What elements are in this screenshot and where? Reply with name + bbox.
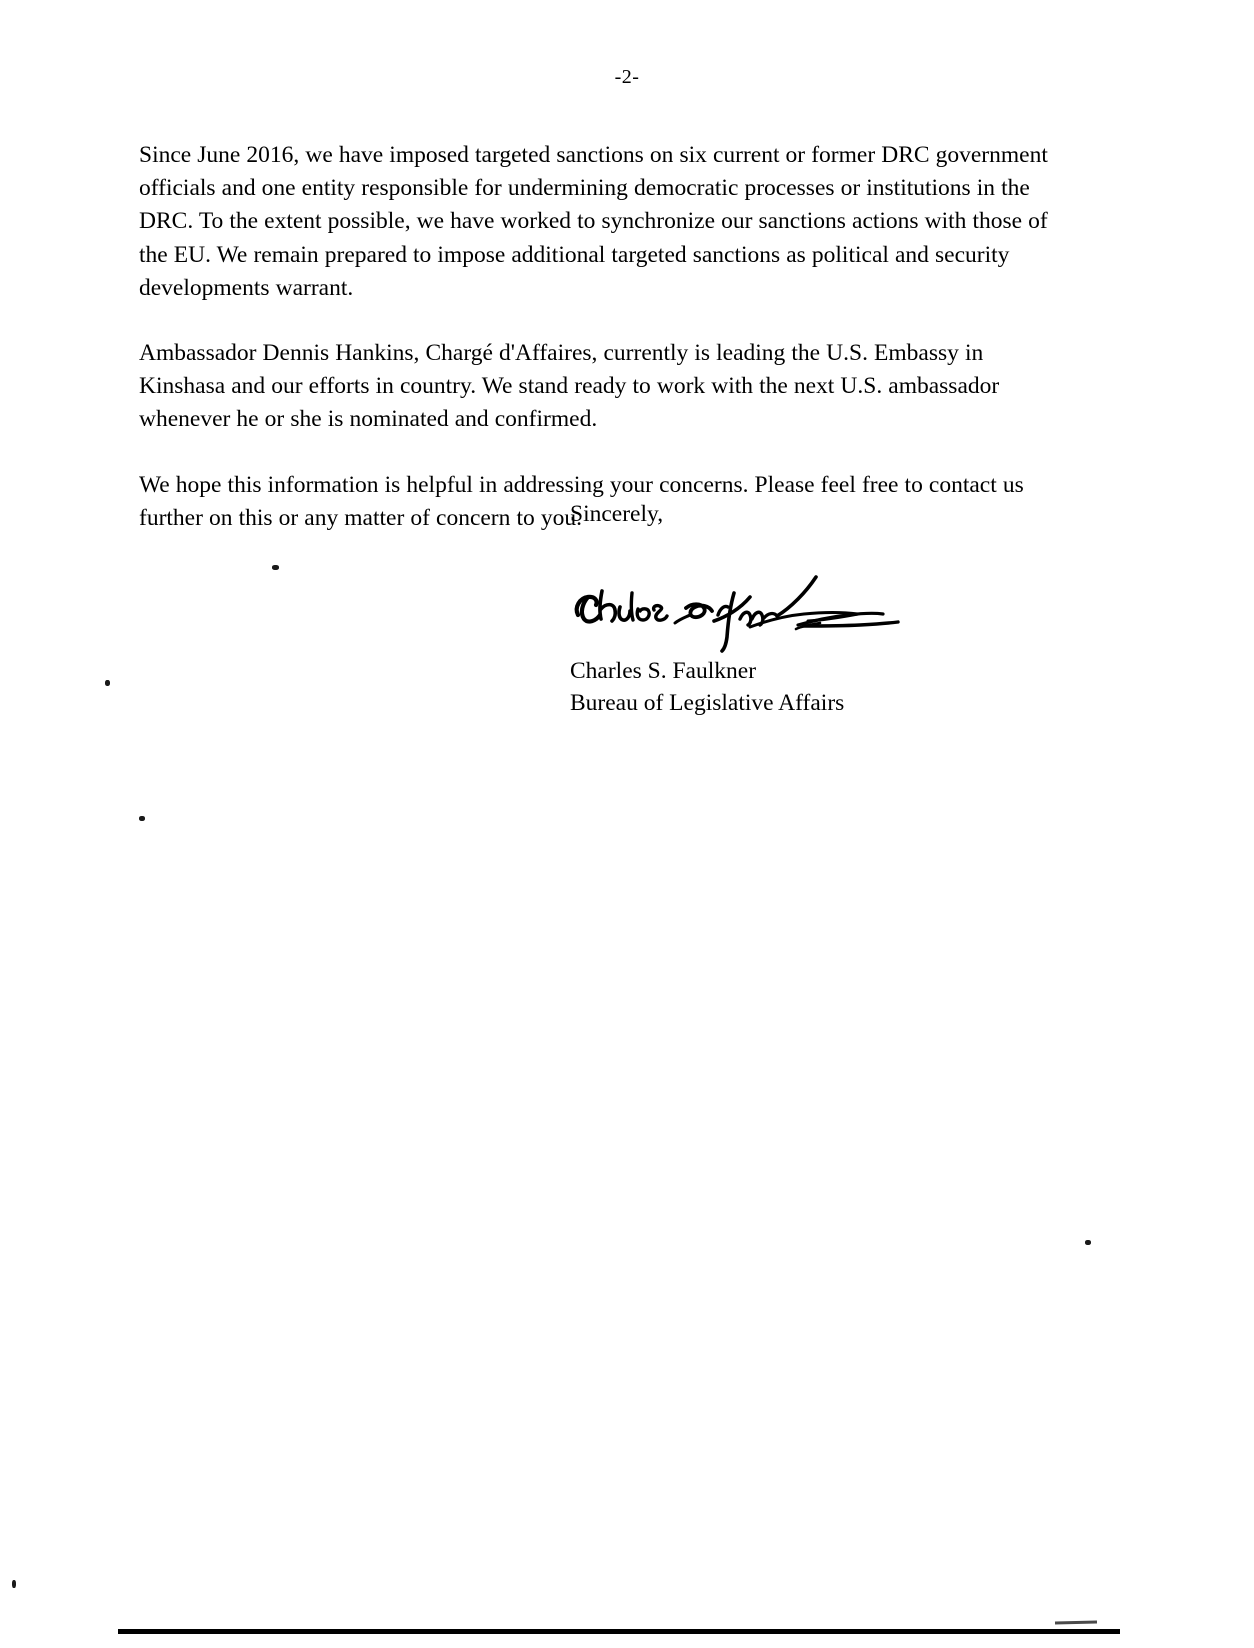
body-paragraph-3: We hope this information is helpful in addressing your concerns. Please feel free to contact us further on this or any matter of concern to you. xyxy=(139,471,1024,531)
closing-block xyxy=(570,498,1070,719)
signer-name: Charles S. Faulkner xyxy=(570,658,757,684)
signature-image xyxy=(570,569,940,655)
scan-speck xyxy=(105,680,110,686)
body-paragraph-2: Ambassador Dennis Hankins, Chargé d'Affaires, currently is leading the U.S. Embassy in Kinshasa and our efforts in country. We stand ready to work with the next U.S. ambassador whenever he or she is nominated and confirmed. xyxy=(139,340,1000,433)
page-number: -2- xyxy=(614,66,640,88)
scan-speck xyxy=(272,565,279,570)
body-paragraph-1: Since June 2016, we have imposed targeted sanctions on six current or former DRC government officials and one entity responsible for undermining democratic processes or institutions in the DRC. To the extent possible, we have worked to synchronize our sanctions actions with those of the EU. We remain prepared to impose additional targeted sanctions as political and security developments warrant. xyxy=(139,142,1048,301)
scan-speck xyxy=(12,1580,16,1588)
scan-speck xyxy=(139,816,145,821)
signer-title: Bureau of Legislative Affairs xyxy=(570,690,845,716)
closing-salutation: Sincerely, xyxy=(570,501,664,527)
handwritten-signature-icon xyxy=(568,563,928,653)
scan-edge-line xyxy=(118,1629,1120,1634)
scan-edge-line-tail xyxy=(1055,1621,1097,1625)
letter-body xyxy=(139,139,1069,535)
scan-speck xyxy=(1085,1240,1091,1245)
